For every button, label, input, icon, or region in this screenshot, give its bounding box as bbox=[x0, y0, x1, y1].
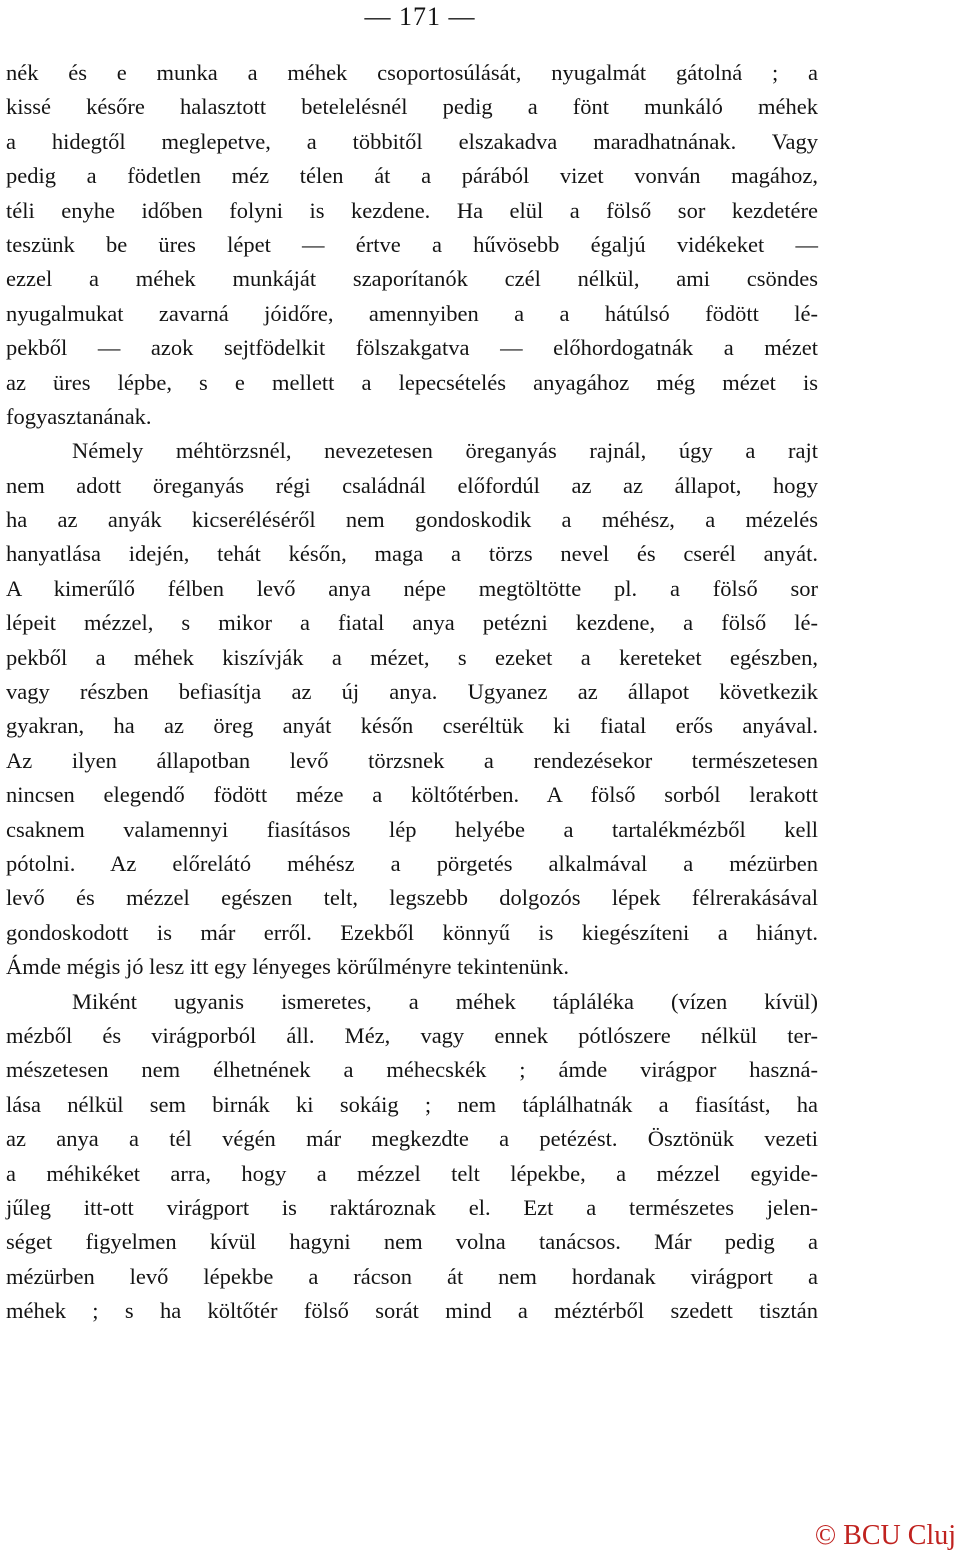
text-line: levő és mézzel egészen telt, legszebb dolgozós lépek félrerakásával bbox=[6, 885, 818, 911]
text-line: fogyasztanának. bbox=[6, 403, 152, 429]
text-line: lépeit mézzel, s mikor a fiatal anya petézni kezdene, a fölső lé- bbox=[6, 610, 818, 636]
text-line: gondoskodott is már erről. Ezekből könnyű is kiegészíteni a hiányt. bbox=[6, 919, 818, 945]
text-line: pedig a födetlen méz télen át a párából vizet vonván magához, bbox=[6, 163, 818, 189]
text-line: méhek ; s ha költőtér fölső sorát mind a méztérből szedett tisztán bbox=[6, 1298, 818, 1324]
body-text bbox=[6, 56, 818, 1328]
text-line: Némely méhtörzsnél, nevezetesen öreganyás rajnál, úgy a rajt bbox=[72, 438, 818, 464]
text-line: ezzel a méhek munkáját szaporítanók czél nélkül, ami csöndes bbox=[6, 266, 818, 292]
text-line: pótolni. Az előrelátó méhész a pörgetés alkalmával a mézürben bbox=[6, 850, 818, 876]
text-line: a méhikéket arra, hogy a mézzel telt lépekbe, a mézzel egyide- bbox=[6, 1160, 818, 1186]
text-line: jűleg itt-ott virágport is raktároznak el. Ezt a természetes jelen- bbox=[6, 1194, 818, 1220]
library-watermark: © BCU Cluj bbox=[814, 1520, 956, 1551]
text-line: mézből és virágporból áll. Méz, vagy ennek pótlószere nélkül ter- bbox=[6, 1022, 818, 1048]
text-line: ha az anyák kicseréléséről nem gondoskodik a méhész, a mézelés bbox=[6, 507, 818, 533]
text-line: mészetesen nem élhetnének a méhecskék ; ámde virágpor haszná- bbox=[6, 1057, 818, 1083]
text-line: az anya a tél végén már megkezdte a petézést. Ösztönük vezeti bbox=[6, 1126, 818, 1152]
text-line: lása nélkül sem birnák ki sokáig ; nem táplálhatnák a fiasítást, ha bbox=[6, 1091, 818, 1117]
text-line: mézürben levő lépekbe a rácson át nem hordanak virágport a bbox=[6, 1263, 818, 1289]
text-line: teszünk be üres lépet — értve a hűvösebb égaljú vidékeket — bbox=[6, 231, 818, 257]
text-line: nem adott öreganyás régi családnál előfordúl az az állapot, hogy bbox=[6, 472, 818, 498]
text-line: pekből — azok sejtfödelkit fölszakgatva — előhordogatnák a mézet bbox=[6, 335, 818, 361]
text-line: nyugalmukat zavarná jóidőre, amennyiben a a hátúlsó födött lé- bbox=[6, 300, 818, 326]
text-line: Az ilyen állapotban levő törzsnek a rendezésekor természetesen bbox=[6, 747, 818, 773]
page-number: — 171 — bbox=[364, 2, 476, 31]
text-line: séget figyelmen kívül hagyni nem volna tanácsos. Már pedig a bbox=[6, 1229, 818, 1255]
text-line: vagy részben befiasítja az új anya. Ugyanez az állapot következik bbox=[6, 679, 818, 705]
text-line: a hidegtől meglepetve, a többitől elszakadva maradhatnának. Vagy bbox=[6, 128, 818, 154]
text-line: pekből a méhek kiszívják a mézet, s ezeket a kereteket egészben, bbox=[6, 644, 818, 670]
text-line: nincsen elegendő födött méze a költőtérben. A fölső sorból lerakott bbox=[6, 782, 818, 808]
text-line: Miként ugyanis ismeretes, a méhek tápláléka (vízen kívül) bbox=[72, 988, 818, 1014]
text-line: téli enyhe időben folyni is kezdene. Ha elül a fölső sor kezdetére bbox=[6, 197, 818, 223]
text-line: A kimerűlő félben levő anya népe megtöltötte pl. a fölső sor bbox=[6, 575, 818, 601]
text-line: az üres lépbe, s e mellett a lepecsételés anyagához még mézet is bbox=[6, 369, 818, 395]
text-line: gyakran, ha az öreg anyát későn cseréltük ki fiatal erős anyával. bbox=[6, 713, 818, 739]
text-line: hanyatlása idején, tehát későn, maga a törzs nevel és cserél anyát. bbox=[6, 541, 818, 567]
text-line: kissé későre halasztott betelelésnél pedig a fönt munkáló méhek bbox=[6, 94, 818, 120]
text-line: csaknem valamennyi fiasításos lép helyébe a tartalékmézből kell bbox=[6, 816, 818, 842]
text-line: nék és e munka a méhek csoportosúlását, nyugalmát gátolná ; a bbox=[6, 60, 818, 85]
text-line: Ámde mégis jó lesz itt egy lényeges körűlményre tekintenünk. bbox=[6, 954, 569, 980]
